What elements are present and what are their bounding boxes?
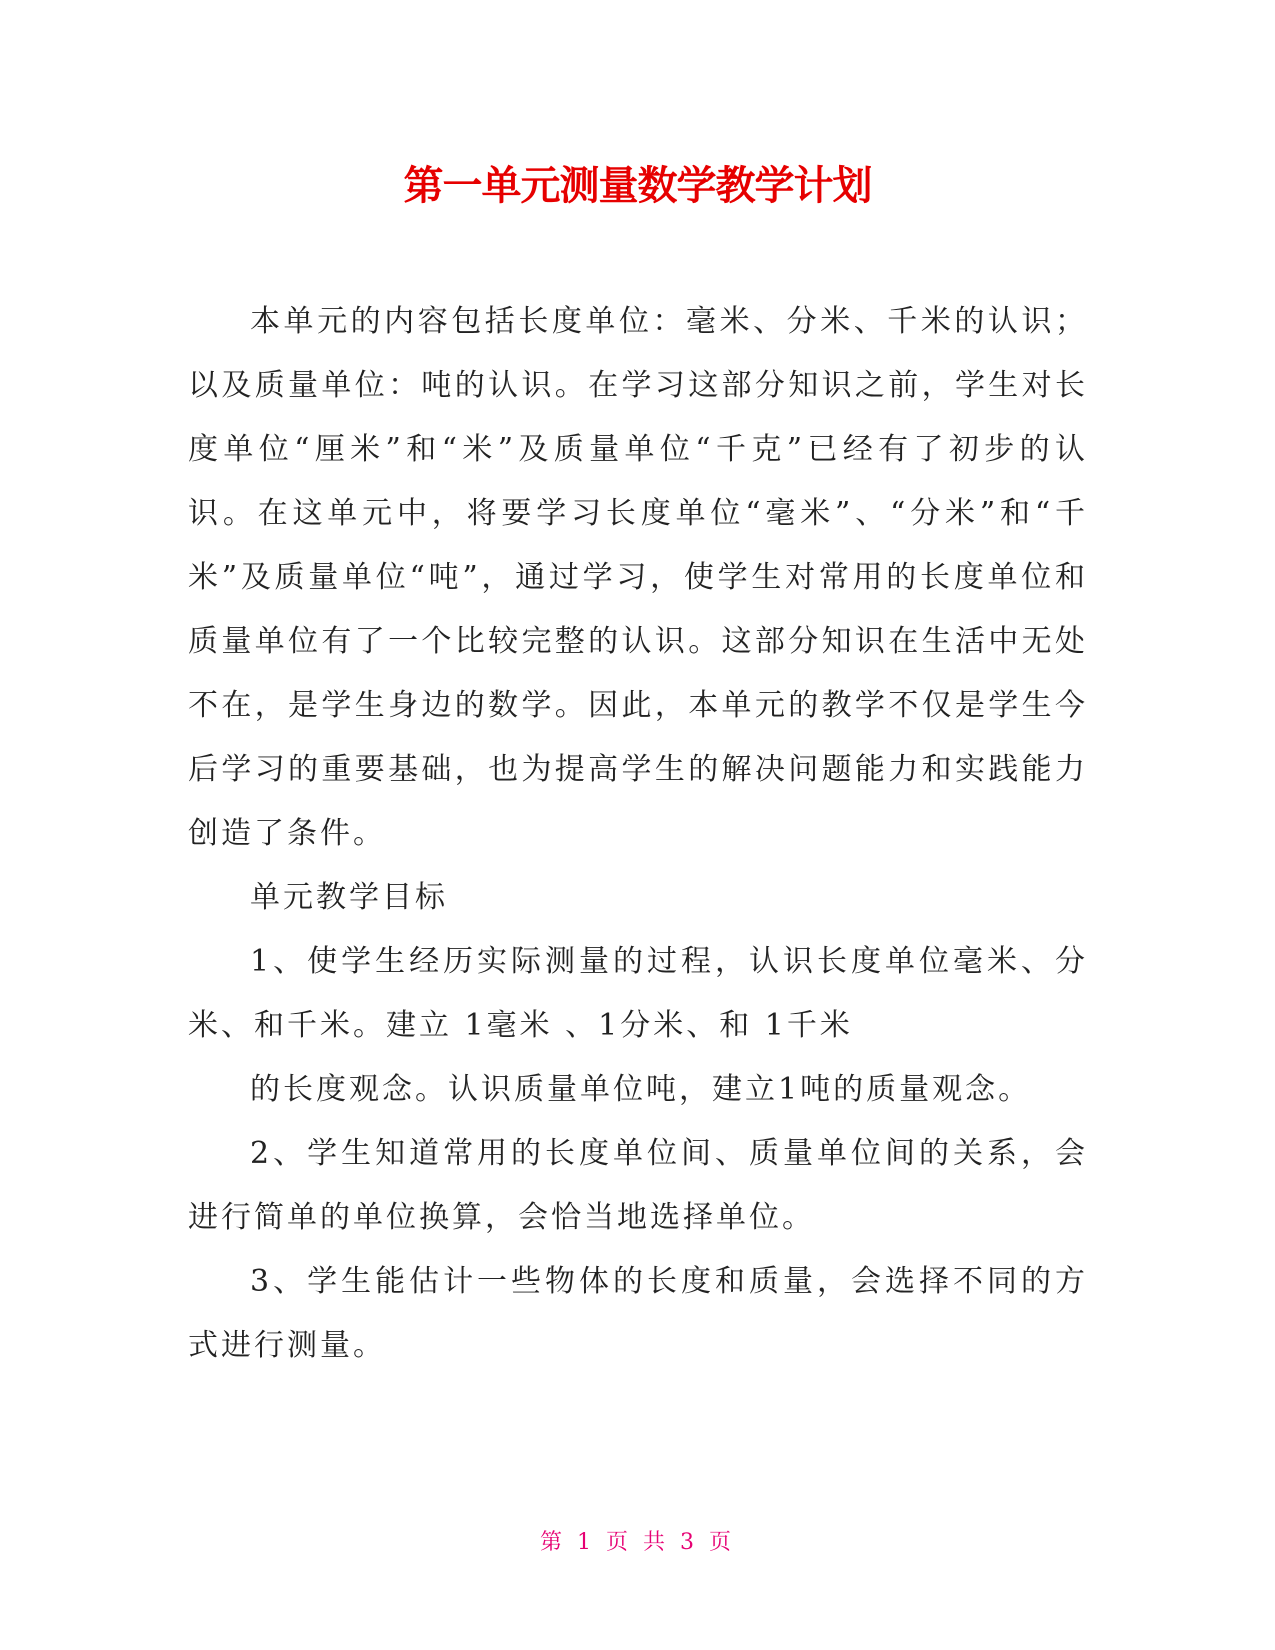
goal-3: 3、学生能估计一些物体的长度和质量，会选择不同的方式进行测量。 xyxy=(188,1264,1088,1363)
goal-2: 2、学生知道常用的长度单位间、质量单位间的关系，会进行简单的单位换算，会恰当地选择单位。 xyxy=(188,1136,1088,1235)
document-title: 第一单元测量数学教学计划 xyxy=(403,163,872,209)
page-number: 第 1 页 共 3 页 xyxy=(540,1530,735,1555)
section-heading: 单元教学目标 xyxy=(250,880,448,915)
document-body xyxy=(188,290,1088,1378)
goal-1-line-1: 1、使学生经历实际测量的过程，认识长度单位毫米、分米、和千米。建立 1毫米 、1分米、和 1千米 xyxy=(188,944,1088,1043)
goal-1 xyxy=(188,930,1088,1122)
goal-1-line-2: 的长度观念。认识质量单位吨，建立1吨的质量观念。 xyxy=(250,1072,1032,1107)
intro-paragraph: 本单元的内容包括长度单位：毫米、分米、千米的认识；以及质量单位：吨的认识。在学习这部分知识之前，学生对长度单位“厘米”和“米”及质量单位“千克”已经有了初步的认识。在这单元中，将要学习长度单位“毫米”、“分米”和“千米”及质量单位“吨”，通过学习，使学生对常用的长度单位和质量单位有了一个比较完整的认识。这部分知识在生活中无处不在，是学生身边的数学。因此，本单元的教学不仅是学生今后学习的重要基础，也为提高学生的解决问题能力和实践能力创造了条件。 xyxy=(188,304,1088,851)
